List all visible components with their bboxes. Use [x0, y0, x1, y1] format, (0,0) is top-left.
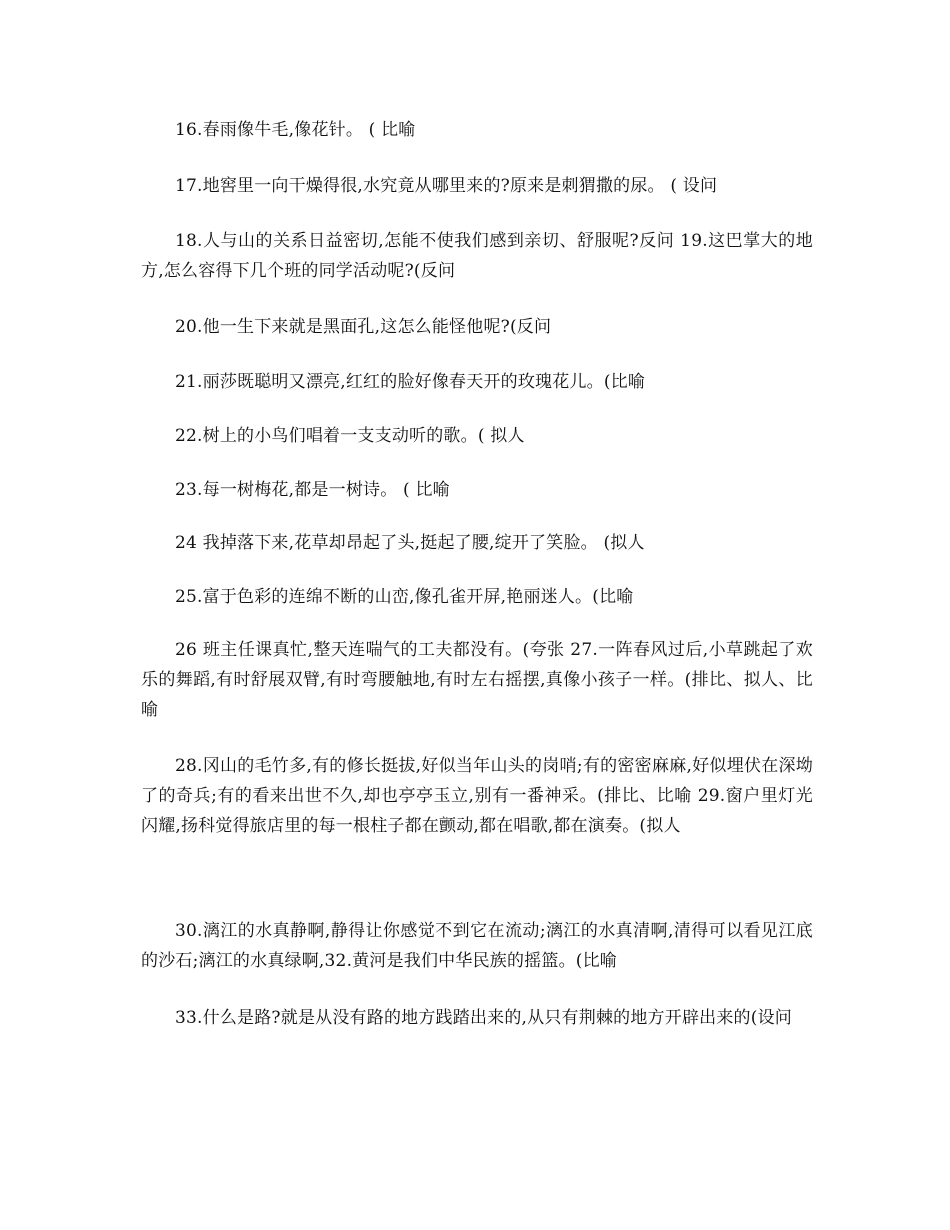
- paragraph-25: 25.富于色彩的连绵不断的山峦,像孔雀开屏,艳丽迷人。(比喻: [175, 587, 634, 607]
- paragraph-33: 33.什么是路?就是从没有路的地方践踏出来的,从只有荆棘的地方开辟出来的(设问: [175, 1008, 792, 1028]
- paragraph-26-27: 26 班主任课真忙,整天连喘气的工夫都没有。(夸张 27.一阵春风过后,小草跳起了欢乐的舞蹈,有时舒展双臂,有时弯腰触地,有时左右摇摆,真像小孩子一样。(排比、拟人、比喻: [141, 640, 813, 720]
- paragraph-16: 16.春雨像牛毛,像花针。 ( 比喻: [175, 120, 416, 140]
- paragraph-28-29: 28.冈山的毛竹多,有的修长挺拔,好似当年山头的岗哨;有的密密麻麻,好似埋伏在深坳了的奇兵;有的看来出世不久,却也亭亭玉立,别有一番神采。(排比、比喻 29.窗户里灯光闪耀,扬科觉得旅店里的每一根柱子都在颤动,都在唱歌,都在演奏。(拟人: [141, 756, 813, 836]
- paragraph-18-19: 18.人与山的关系日益密切,怎能不使我们感到亲切、舒服呢?反问 19.这巴掌大的地方,怎么容得下几个班的同学活动呢?(反问: [141, 231, 813, 281]
- paragraph-17: 17.地窖里一向干燥得很,水究竟从哪里来的?原来是刺猬撒的尿。 ( 设问: [175, 176, 718, 196]
- paragraph-30-32: 30.漓江的水真静啊,静得让你感觉不到它在流动;漓江的水真清啊,清得可以看见江底的沙石;漓江的水真绿啊,32.黄河是我们中华民族的摇篮。(比喻: [141, 921, 813, 971]
- paragraph-22: 22.树上的小鸟们唱着一支支动听的歌。( 拟人: [175, 426, 525, 446]
- paragraph-20: 20.他一生下来就是黑面孔,这怎么能怪他呢?(反问: [175, 317, 552, 337]
- paragraph-23: 23.每一树梅花,都是一树诗。 ( 比喻: [175, 480, 450, 500]
- paragraph-21: 21.丽莎既聪明又漂亮,红红的脸好像春天开的玫瑰花儿。(比喻: [175, 372, 646, 392]
- paragraph-24: 24 我掉落下来,花草却昂起了头,挺起了腰,绽开了笑脸。 (拟人: [175, 533, 645, 553]
